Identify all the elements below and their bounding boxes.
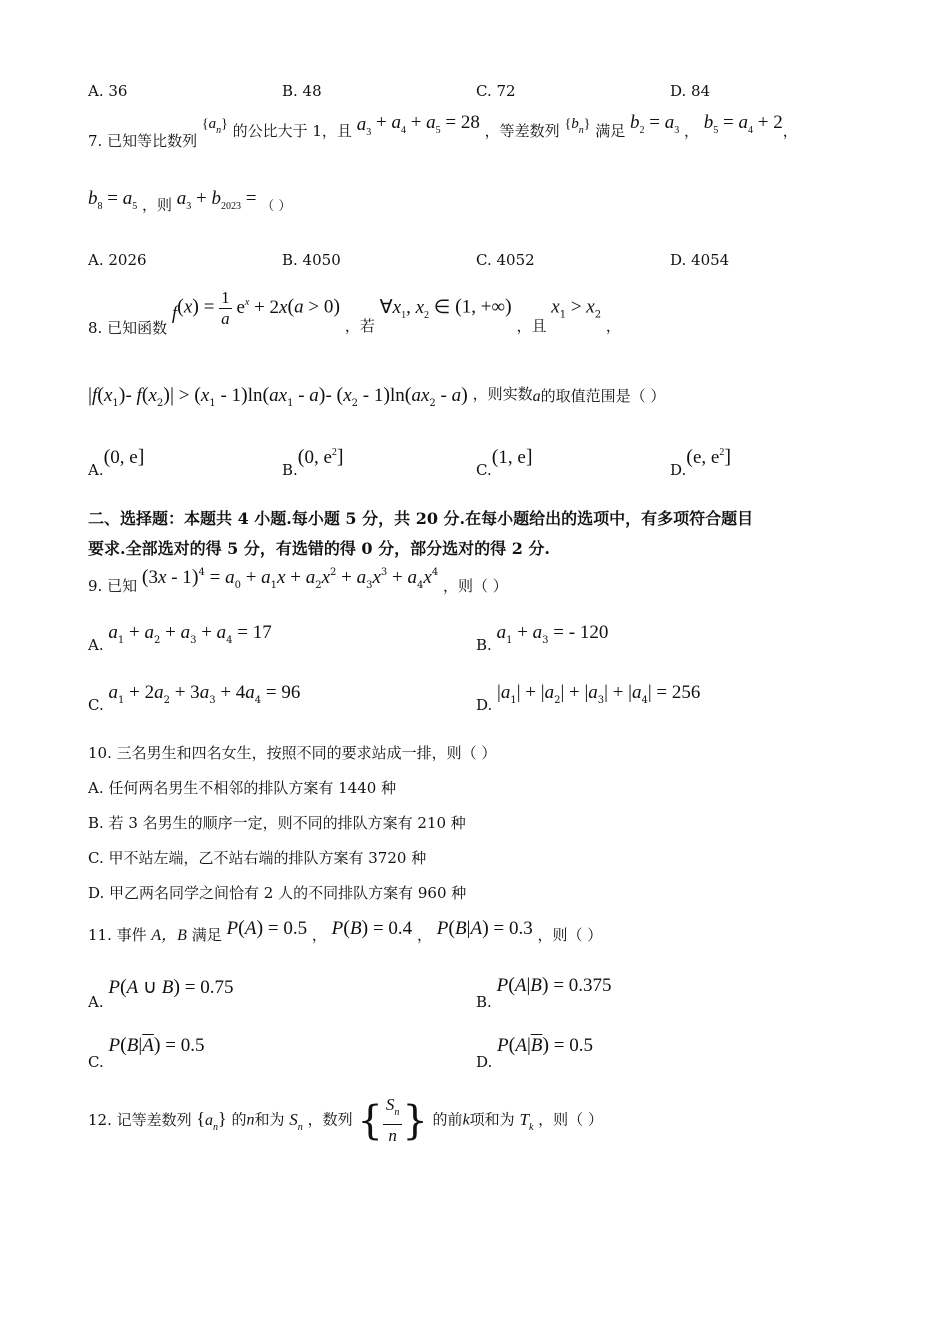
q9-option-c: C. $a_1 + 2a_2 + 3a_3 + 4a_4 = 96$ [88, 682, 301, 714]
q7-option-d: D. 4054 [670, 251, 730, 269]
section2-heading-line1: 二、选择题：本题共 4 小题.每小题 5 分，共 20 分.在每小题给出的选项中，有多项符合题目 [88, 509, 754, 528]
q8-option-d: D.(e, $e^2$] [670, 446, 731, 479]
q11-stem: 11. 事件 A，B 满足 P(A) = 0.5 ， P(B) = 0.4 ， P(B|A) = 0.3 ，则（ ） [88, 917, 603, 944]
q8-option-c: C.(1, e] [476, 446, 533, 479]
q12-stem: 12. 记等差数列 $\{a_n\}$ 的n和为 $S_n$ ，数列 { $\frac{S_n}{n}$ } 的前k项和为 $T_k$ ，则（ ） [88, 1095, 603, 1145]
q9-option-d: D. $|a_1| + |a_2| + |a_3| + |a_4| = 256$ [476, 682, 701, 714]
q6-option-b: B. 48 [282, 82, 322, 100]
q10-option-a: A. 任何两名男生不相邻的排队方案有 1440 种 [88, 779, 397, 797]
q6-option-c: C. 72 [476, 82, 516, 100]
q9-option-a: A. $a_1 + a_2 + a_3 + a_4 = 17$ [88, 622, 272, 654]
q10-stem: 10. 三名男生和四名女生，按照不同的要求站成一排，则（ ） [88, 744, 497, 762]
q7-stem-line1: 7. 已知等比数列 $\{a_n\}$ 的公比大于 1，且 $a_3 + a_4 + a_5 = 28$ ，等差数列 $\{b_n\}$ 满足 $b_2 = a_3$ ， $b_5 = a_4 + 2$， [88, 112, 798, 150]
q10-option-b: B. 若 3 名男生的顺序一定，则不同的排队方案有 210 种 [88, 814, 466, 832]
q11-option-a: A. P(A ∪ B) = 0.75 [88, 976, 234, 1011]
q6-option-d: D. 84 [670, 82, 711, 100]
q10-option-c: C. 甲不站左端，乙不站右端的排队方案有 3720 种 [88, 849, 427, 867]
q8-option-a: A.(0, e] [88, 446, 145, 479]
q9-stem: 9. 已知 $(3x - 1)^4 = a_0 + a_1x + a_2x^2 + a_3x^3 + a_4x^4$ ，则（ ） [88, 566, 508, 595]
q11-option-d: D. $P(A|\overline{B}) = 0.5$ [476, 1034, 593, 1071]
q8-inequality-line: $|f(x_1)-$ $f(x_2)| > (x_1 - 1)\ln(ax_1 - a)-$ $(x_2 - 1)\ln(ax_2 - a)$ ，则实数a的取值范围是（ ） [88, 384, 666, 409]
q7-option-a: A. 2026 [88, 251, 147, 269]
q10-option-d: D. 甲乙两名同学之间恰有 2 人的不同排队方案有 960 种 [88, 884, 467, 902]
q11-option-b: B. P(A|B) = 0.375 [476, 974, 612, 1011]
section2-heading-line2: 要求.全部选对的得 5 分，有选错的得 0 分，部分选对的得 2 分. [88, 539, 550, 558]
q7-option-b: B. 4050 [282, 251, 341, 269]
q9-option-b: B. $a_1 + a_3$ = - 120 [476, 622, 609, 654]
q11-option-c: C. $P(B|\overline{A}) = 0.5$ [88, 1034, 205, 1071]
q7-stem-line2: $b_8 = a_5$ ，则 $a_3 + b_{2023}$ = （ ） [88, 188, 292, 214]
q7-option-c: C. 4052 [476, 251, 535, 269]
q8-stem-line1: 8. 已知函数 f(x) = $\frac{1}{a}$ $e^x + 2x(a > 0)$ ，若 $\forall x_1$, $x_2$ ∈ (1, +∞) ，且 $x_1 > x_2$ ， [88, 288, 621, 337]
q6-option-a: A. 36 [88, 82, 128, 100]
q8-option-b: B.(0, $e^2$] [282, 446, 344, 479]
